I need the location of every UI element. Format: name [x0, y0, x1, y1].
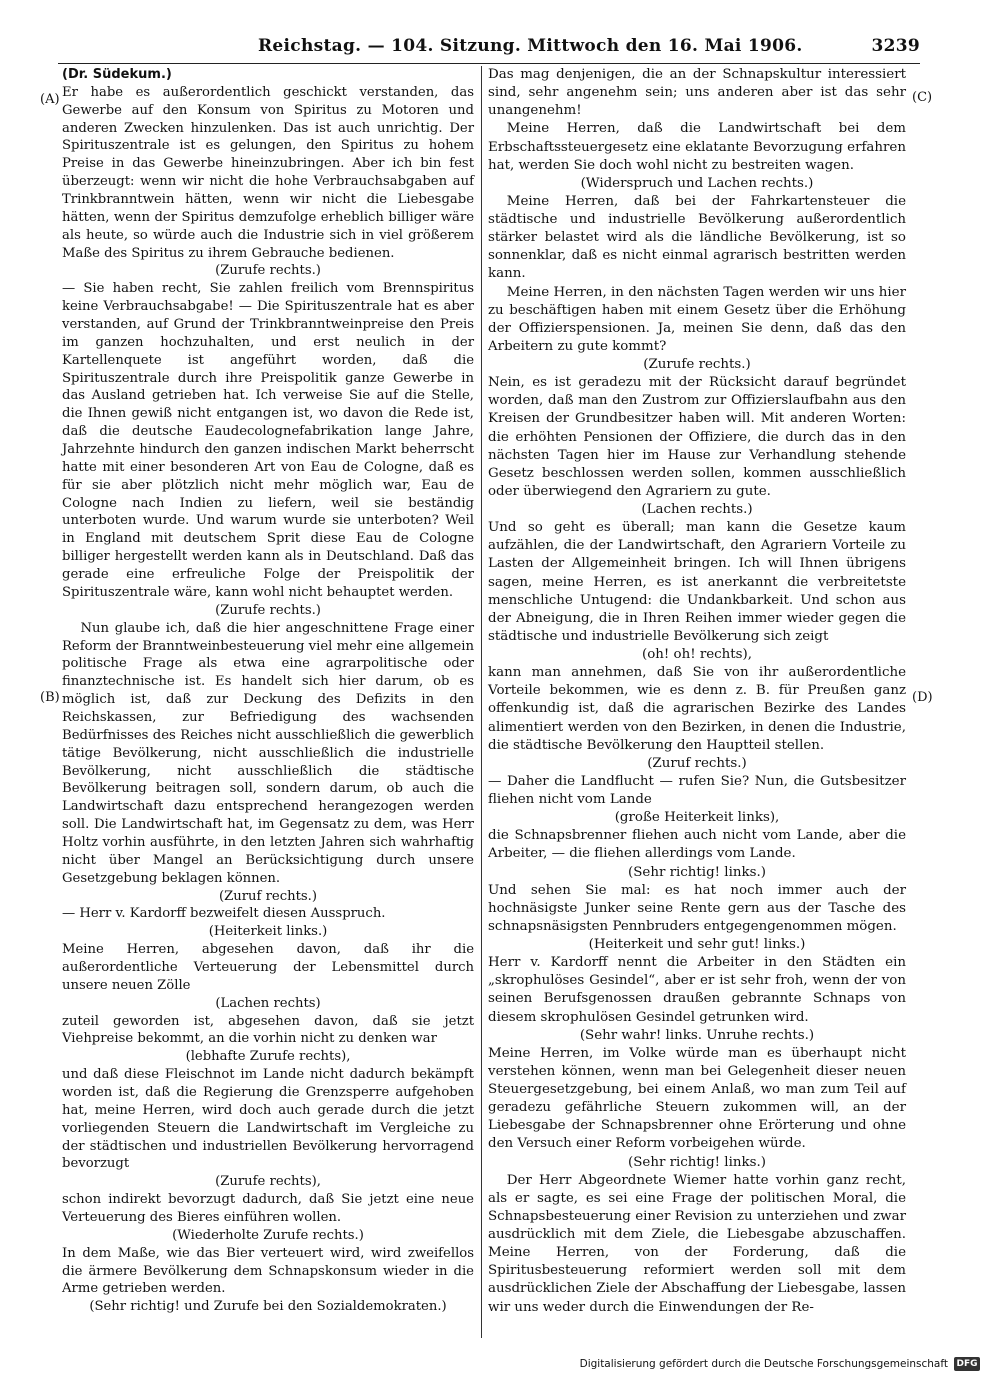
interjection: (Sehr richtig! links.) [628, 864, 766, 880]
paragraph: und daß diese Fleischnot im Lande nicht dadurch bekämpft worden ist, daß die Regierung die Grenzsperre aufgehoben hat, meine Herren, wird doch auch gerade durch die jetzt vorliegenden Steuern die Landwirtschaft im Vergleiche zu der städtischen und industriellen Bevölkerung hervorragend bevorzugt [62, 1067, 474, 1172]
paragraph: Herr v. Kardorff nennt die Arbeiter in den Städten ein „skrophulöses Gesindel“, aber er ist sehr froh, wenn der von seinen Berufsgenossen draußen gebrannte Schnaps von diesem skrophulösen Gesindel getrunken wird. [488, 955, 906, 1025]
paragraph: In dem Maße, wie das Bier verteuert wird, wird zweifellos die ärmere Bevölkerung dem Schnapskonsum wieder in die Arme getrieben werden. [62, 1245, 474, 1297]
paragraph: die Schnapsbrenner fliehen auch nicht vom Lande, aber die Arbeiter, — die fliehen allerdings vom Lande. [488, 828, 906, 862]
interjection: (Sehr richtig! links.) [628, 1154, 766, 1170]
interjection: (Zurufe rechts), [215, 1174, 321, 1190]
paragraph: Meine Herren, in den nächsten Tagen werden wir uns hier zu beschäftigen haben mit einem Gesetz über die Erhöhung der Offizierspensionen. Ja, meinen Sie denn, daß das den Arbeitern zu gute kommt? [488, 284, 906, 354]
paragraph: — Sie haben recht, Sie zahlen freilich vom Brennspiritus keine Verbrauchsabgabe! — Die Spirituszentrale hat es aber verstanden, auf Grund der Trinkbranntweinpreise den Preis im ganzen hochzuhalten, und erst neulich in der Kartellenquete ist angeführt worden, daß die Spirituszentrale durch ihre Preispolitik ganze Gewerbe in das Ausland getrieben hat. Ich verweise Sie auf die Stelle, die Ihnen gewiß nicht entgangen ist, wo davon die Rede ist, daß die deutsche Eaudecolognefabrikation lange Jahre, Jahrzehnte hindurch den ganzen indischen Markt beherrscht hatte mit einer besonderen Art von Eau de Cologne, daß es für sie aber plötzlich nicht mehr möglich war, Eau de Cologne nach Indien zu liefern, weil sie beständig unterboten wurde. Und warum wurde sie unterboten? Weil in England mit deutschem Sprit diese Eau de Cologne billiger hergestellt werden kann als in Deutschland. Daß das gerade eine erfreuliche Folge der Preispolitik der Spirituszentrale wäre, kann wohl nicht behauptet werden. [62, 281, 474, 600]
interjection: (Heiterkeit links.) [208, 924, 328, 940]
running-title: Reichstag. — 104. Sitzung. Mittwoch den 16. Mai 1906. [258, 36, 803, 56]
page-number: 3239 [871, 36, 920, 56]
interjection: (Zurufe rechts.) [215, 602, 321, 618]
margin-marker-b: (B) [40, 690, 60, 705]
interjection: (Zurufe rechts.) [643, 357, 751, 372]
interjection: (Zuruf rechts.) [218, 888, 318, 904]
interjection: (Sehr wahr! links. Unruhe rechts.) [579, 1027, 815, 1043]
paragraph: Meine Herren, im Volke würde man es überhaupt nicht verstehen können, wenn man bei Gelegenheit dieser neuen Steuergesetzgebung, bei einem Anlaß, wo man zum Teil auf geradezu gefährliche Steuern zukommen will, an der Liebesgabe der Schnapsbrenner ohne Erörterung und ohne den Versuch einer Reform vorbeigehen würde. [488, 1045, 906, 1152]
paragraph: — Daher die Landflucht — rufen Sie? Nun, die Gutsbesitzer fliehen nicht vom Lande [488, 773, 906, 807]
interjection: (Wiederholte Zurufe rechts.) [172, 1227, 364, 1243]
paragraph: zuteil geworden ist, abgesehen davon, daß sie jetzt Viehpreise bekommt, an die vorhin nicht zu denken war [62, 1013, 474, 1047]
paragraph: Meine Herren, daß die Landwirtschaft bei dem Erbschaftssteuergesetz eine eklatante Bevorzugung erfahren hat, werden Sie doch wohl nicht zu bestreiten wagen. [488, 121, 906, 173]
interjection: (Sehr richtig! und Zurufe bei den Sozialdemokraten.) [89, 1299, 447, 1315]
right-column [488, 66, 906, 1317]
interjection: (große Heiterkeit links), [614, 810, 780, 826]
paragraph: Meine Herren, daß bei der Fahrkartensteuer die städtische und industrielle Bevölkerung außerordentlich stärker belastet wird als die ländliche Bevölkerung, ist so sonnenklar, daß es nicht einmal agrarisch bestritten werden kann. [488, 193, 906, 282]
paragraph: schon indirekt bevorzugt dadurch, daß Sie jetzt eine neue Verteuerung des Bieres einführen wollen. [62, 1192, 474, 1225]
column-divider [481, 66, 482, 1338]
left-column [62, 66, 474, 1316]
interjection: (lebhafte Zurufe rechts), [185, 1049, 351, 1065]
interjection: (oh! oh! rechts), [641, 647, 753, 662]
footer-text: Digitalisierung gefördert durch die Deutsche Forschungsgemeinschaft [579, 1358, 948, 1370]
running-header [100, 32, 920, 58]
paragraph: kann man annehmen, daß Sie von ihr außerordentliche Vorteile bekommen, wie es denn z. B. für Preußen ganz offenkundig ist, daß die agrarischen Bezirke des Landes alimentiert werden von den Bezirken, in denen die Industrie, die städtische Bevölkerung den Hauptteil stellen. [488, 665, 906, 753]
margin-marker-d: (D) [912, 690, 933, 705]
paragraph: Und sehen Sie mal: es hat noch immer auch der hochnäsigste Junker seine Rente gern aus der Tasche des schnapsnäsigsten Pennbruders entgegengenommen mögen. [488, 882, 906, 934]
header-rule [58, 63, 920, 64]
paragraph: Nein, es ist geradezu mit der Rücksicht darauf begründet worden, daß man den Zustrom zur Offizierslaufbahn aus den Kreisen der Grundbesitzer haben will. Mit anderen Worten: die erhöhten Pensionen der Offiziere, die durch das in den nächsten Tagen hier im Hause zur Verhandlung stehende Gesetz beschlossen werden sollen, kommen ausschließlich oder überwiegend den Agrariern zu gute. [488, 375, 906, 499]
paragraph: — Herr v. Kardorff bezweifelt diesen Ausspruch. [62, 906, 386, 922]
paragraph: Meine Herren, abgesehen davon, daß ihr die außerordentliche Verteuerung der Lebensmittel durch unsere neuen Zölle [62, 942, 474, 993]
paragraph: Und so geht es überall; man kann die Gesetze kaum aufzählen, die der Landwirtschaft, den Agrariern Vorteile zu Lasten der Allgemeinheit bringen. Ich will Ihnen übrigens sagen, meine Herren, es ist anerkannt die verbreitetste menschliche Untugend: die Undankbarkeit. Und schon aus der Abneigung, die in Ihren Reihen immer wieder gegen die städtische und industrielle Bevölkerung sich zeigt [488, 520, 906, 644]
paragraph: Er habe es außerordentlich geschickt verstanden, das Gewerbe auf den Konsum von Spiritus zu Motoren und anderen Zwecken hinzulenken. Das ist auch unrichtig. Der Spirituszentrale ist es gelungen, den Spiritus zu hohem Preise in das Gewerbe hineinzubringen. Aber ich bin fest überzeugt: wenn wir nicht die hohe Verbrauchsabgaben auf Trinkbranntwein hätten, wenn wir nicht die Liebesgabe hätten, wenn der Spiritus demzufolge erheblich billiger wäre als heute, so würde auch die Industrie sich in viel größerem Maße des Spiritus zu ihrem Gebrauche bedienen. [62, 84, 474, 261]
interjection: (Lachen rechts.) [641, 502, 753, 517]
paragraph: Der Herr Abgeordnete Wiemer hatte vorhin ganz recht, als er sagte, es sei eine Frage der politischen Moral, die Schnapsbesteuerung einer Revision zu unterziehen und zwar ausdrücklich mit dem Ziele, die Liebesgabe abzuschaffen. Meine Herren, von der Forderung, daß die Spiritusbesteuerung reformiert werden soll mit dem ausdrücklichen Ziele der Abschaffung der Liebesgabe, lassen wir uns weder durch die Einwendungen der Re- [488, 1172, 906, 1315]
margin-marker-a: (A) [40, 92, 60, 107]
dfg-logo: DFG [954, 1357, 980, 1371]
speaker-name: (Dr. Südekum.) [62, 67, 172, 82]
interjection: (Zuruf rechts.) [647, 755, 747, 771]
interjection: (Zurufe rechts.) [215, 263, 321, 279]
interjection: (Lachen rechts) [215, 995, 321, 1011]
margin-marker-c: (C) [912, 90, 933, 105]
paragraph: Das mag denjenigen, die an der Schnapskultur interessiert sind, sehr angenehm sein; uns anderen aber ist das sehr unangenehm! [488, 67, 906, 119]
footer [580, 1357, 980, 1371]
interjection: (Widerspruch und Lachen rechts.) [580, 175, 814, 191]
interjection: (Heiterkeit und sehr gut! links.) [588, 937, 806, 952]
paragraph: Nun glaube ich, daß die hier angeschnittene Frage einer Reform der Branntweinbesteuerung viel mehr eine allgemein politische Frage als etwa eine agrarpolitische oder finanztechnische ist. Es handelt sich hier darum, ob es möglich ist, daß zur Deckung des Defizits in den Reichskassen, zur Befriedigung des wachsenden Bedürfnisses des Reiches nicht ausschließlich die gewerblich tätige Bevölkerung, nicht ausschließlich die industrielle Bevölkerung, nicht ausschließlich die städtische Bevölkerung beitragen soll, sondern darum, ob auch die Landwirtschaft dazu entsprechend herangezogen werden soll. Die Landwirtschaft hat, im Gegensatz zu dem, was Herr Holtz vorhin ausführte, in den letzten Jahren sich wahrhaftig nicht über Mangel an Berücksichtigung durch unsere Gesetzgebung beklagen können. [62, 620, 474, 886]
